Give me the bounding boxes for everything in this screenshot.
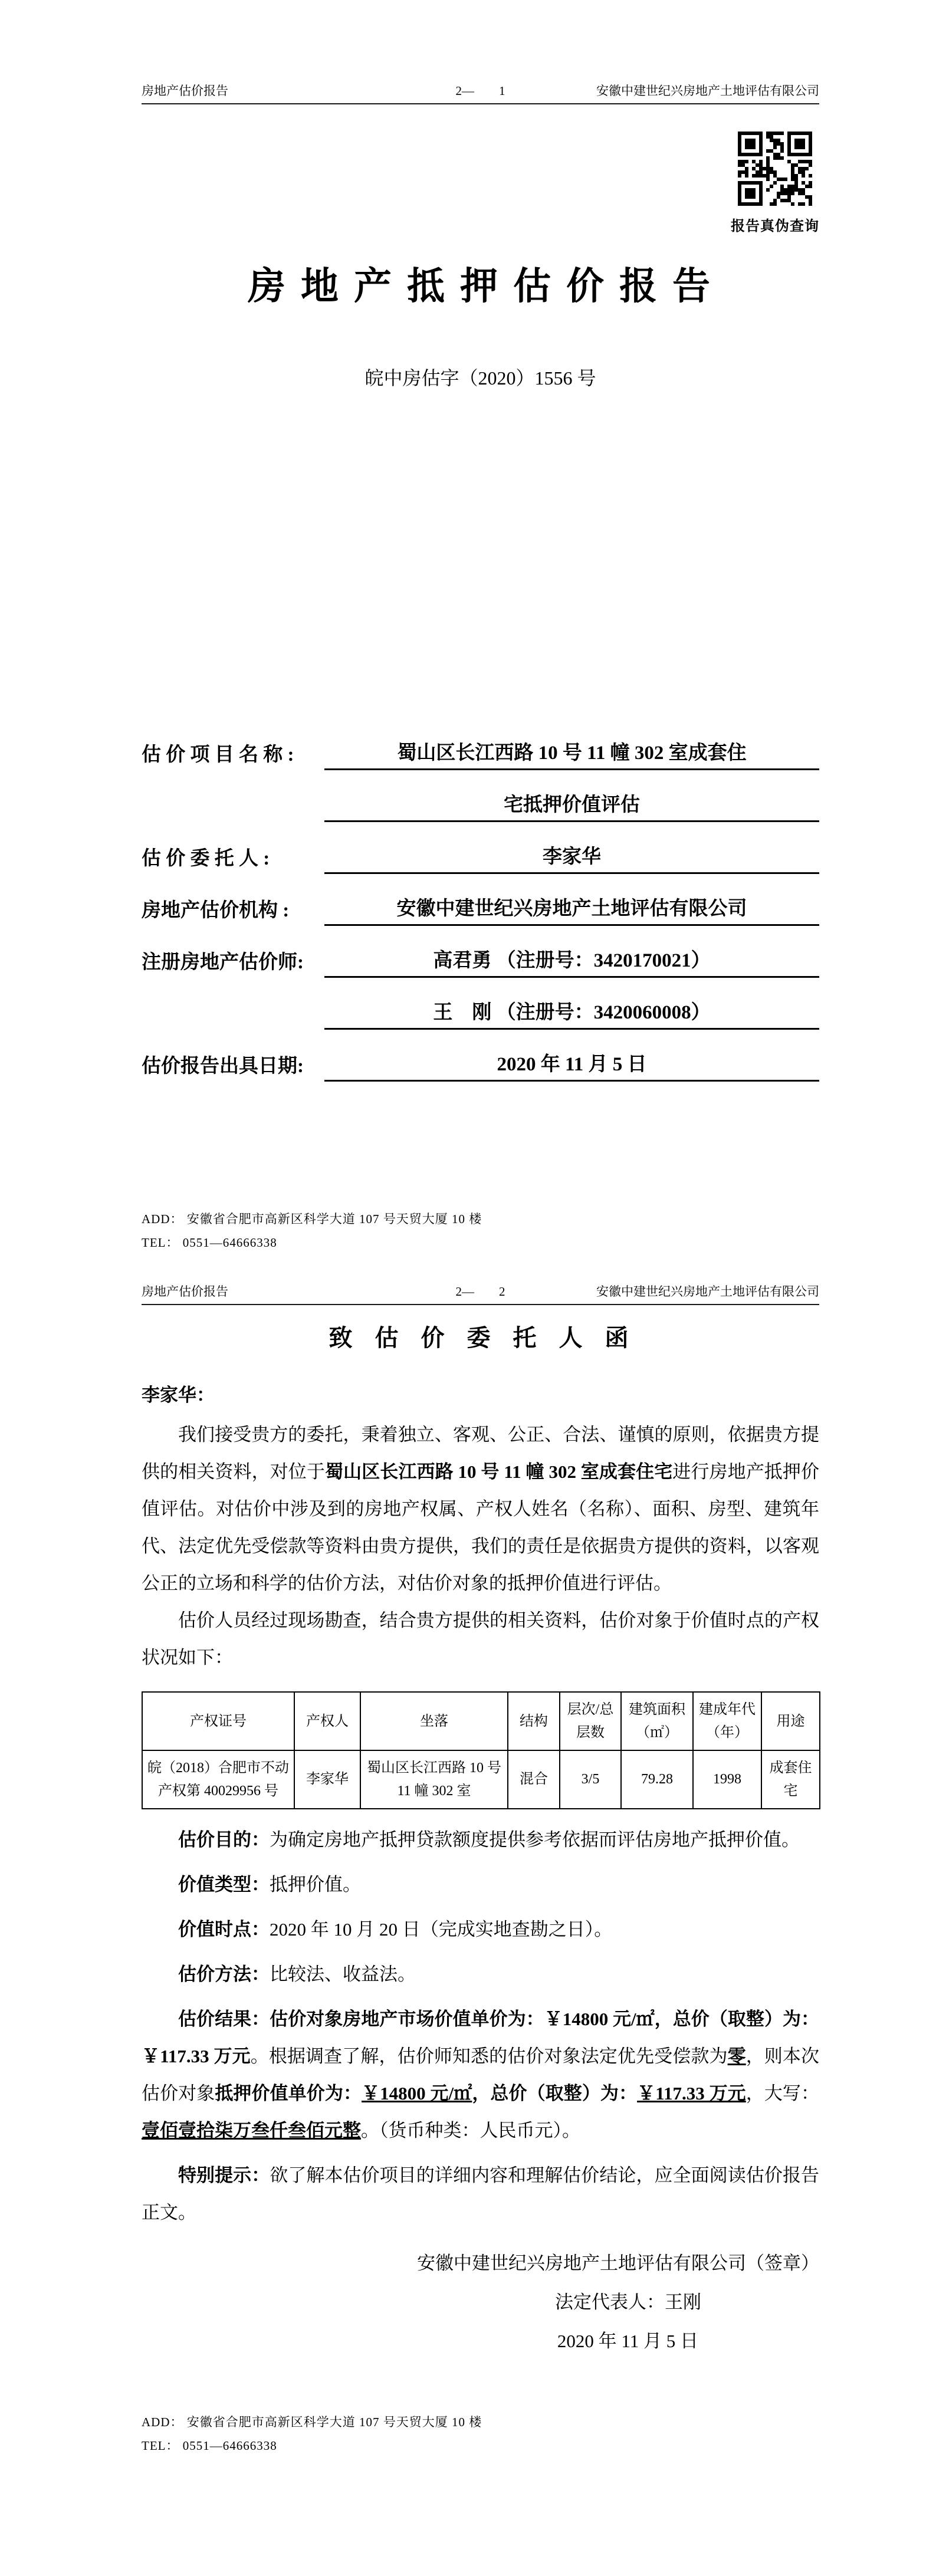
signature-date: 2020 年 11 月 5 日 bbox=[557, 2330, 698, 2351]
text-segment: 特别提示： bbox=[178, 2164, 270, 2186]
form-value-appraiser-2: 王 刚 （注册号：3420060008） bbox=[324, 997, 819, 1030]
property-rights-table bbox=[142, 1691, 820, 1809]
table-cell: 皖（2018）合肥市不动产权第 40029956 号 bbox=[142, 1750, 294, 1809]
form-row-appraiser-1 bbox=[142, 926, 819, 978]
form-value-project-line2: 宅抵押价值评估 bbox=[324, 789, 819, 822]
text-segment: 。（货币种类：人民币元）。 bbox=[361, 2120, 580, 2141]
special-note bbox=[142, 2157, 819, 2231]
table-header-cell: 产权人 bbox=[294, 1692, 360, 1750]
text-segment: ￥14800 元/㎡ bbox=[362, 2082, 472, 2104]
page-footer bbox=[142, 1208, 819, 1255]
form-row-project bbox=[142, 718, 819, 770]
table-cell: 混合 bbox=[508, 1750, 560, 1809]
text-segment: 进行房地产抵押价值评估。对估价中涉及到的房地产权属、产权人姓名（名称）、面积、房型、建筑年代、法定优先受偿款等资料由贵方提供，我们的责任是依据贵方提供的资料，以客观公正的立场和科学的估价方法，对估价对象的抵押价值进行评估。 bbox=[142, 1461, 819, 1594]
item-purpose-label: 估价目的： bbox=[178, 1829, 270, 1850]
form-row-appraiser-2 bbox=[142, 978, 819, 1030]
form-label-appraiser: 注册房地产估价师: bbox=[142, 952, 304, 974]
form-row-client bbox=[142, 822, 819, 874]
table-cell: 成套住宅 bbox=[761, 1750, 820, 1809]
text-segment: 。根据调查了解，估价师知悉的估价对象法定优先受偿款为 bbox=[250, 2045, 728, 2066]
form-row-project-cont bbox=[142, 770, 819, 822]
table-header-cell: 结构 bbox=[508, 1692, 560, 1750]
form-label-project: 估 价 项 目 名 称 : bbox=[142, 744, 294, 766]
qr-region bbox=[142, 128, 819, 235]
form-value-client: 李家华 bbox=[324, 841, 819, 874]
item-value-type-text: 抵押价值。 bbox=[270, 1874, 361, 1895]
footer-address: ADD： 安徽省合肥市高新区科学大道 107 号天贸大厦 10 楼 bbox=[142, 1212, 482, 1227]
appraisal-items bbox=[142, 1821, 819, 2231]
text-segment: ￥14800 元/㎡ bbox=[544, 2008, 655, 2029]
header-doc-type: 房地产估价报告 bbox=[142, 84, 228, 98]
item-value-type bbox=[142, 1866, 819, 1903]
item-value-date-label: 价值时点： bbox=[178, 1918, 270, 1940]
text-segment: ￥117.33 万元 bbox=[142, 2045, 251, 2066]
report-title: 房 地 产 抵 押 估 价 报 告 bbox=[248, 265, 713, 308]
form-value-agency: 安徽中建世纪兴房地产土地评估有限公司 bbox=[324, 893, 819, 926]
page-footer bbox=[142, 2411, 819, 2458]
salutation: 李家华： bbox=[142, 1385, 215, 1406]
item-value-type-label: 价值类型： bbox=[178, 1874, 270, 1895]
form-row-agency bbox=[142, 874, 819, 926]
table-cell: 李家华 bbox=[294, 1750, 360, 1809]
text-segment: 估价结果： bbox=[178, 2008, 270, 2029]
form-value-project-line1: 蜀山区长江西路 10 号 11 幢 302 室成套住 bbox=[324, 737, 819, 770]
item-method bbox=[142, 1956, 819, 1993]
table-header-cell: 建成年代（年） bbox=[693, 1692, 761, 1750]
table-header-cell: 产权证号 bbox=[142, 1692, 294, 1750]
item-purpose-text: 为确定房地产抵押贷款额度提供参考依据而评估房地产抵押价值。 bbox=[270, 1829, 800, 1850]
table-cell: 3/5 bbox=[560, 1750, 621, 1809]
text-segment: 抵押价值单价为： bbox=[215, 2082, 362, 2104]
form-row-date bbox=[142, 1030, 819, 1082]
qr-block bbox=[731, 128, 819, 235]
footer-tel: TEL： 0551—64666338 bbox=[142, 1236, 277, 1250]
text-segment: 估价对象房地产市场价值单价为： bbox=[270, 2008, 544, 2029]
item-method-text: 比较法、收益法。 bbox=[270, 1963, 416, 1984]
table-cell: 1998 bbox=[693, 1750, 761, 1809]
result-paragraph bbox=[142, 2000, 819, 2149]
page-2 bbox=[0, 1268, 936, 2576]
table-cell: 蜀山区长江西路 10 号 11 幢 302 室 bbox=[360, 1750, 508, 1809]
table-row bbox=[142, 1750, 820, 1809]
footer-address: ADD： 安徽省合肥市高新区科学大道 107 号天贸大厦 10 楼 bbox=[142, 2415, 482, 2430]
header-company-name: 安徽中建世纪兴房地产土地评估有限公司 bbox=[596, 84, 819, 98]
form-label-date: 估价报告出具日期: bbox=[142, 1056, 304, 1077]
text-segment: 壹佰壹拾柒万叁仟叁佰元整 bbox=[142, 2120, 361, 2141]
item-value-date-text: 2020 年 10 月 20 日（完成实地查勘之日）。 bbox=[270, 1918, 613, 1940]
item-value-date bbox=[142, 1911, 819, 1948]
text-segment: 欲了解本估价项目的详细内容和理解估价结论，应全面阅读估价报告正文。 bbox=[142, 2164, 819, 2223]
header-page-number: 2— 1 bbox=[455, 84, 505, 98]
intro-paragraph bbox=[142, 1416, 819, 1602]
cover-form bbox=[142, 718, 819, 1082]
footer-tel: TEL： 0551—64666338 bbox=[142, 2439, 277, 2453]
page-1 bbox=[0, 0, 936, 1268]
form-value-appraiser-1: 高君勇 （注册号：3420170021） bbox=[324, 945, 819, 978]
text-segment: ，大写： bbox=[745, 2082, 820, 2104]
table-header-cell: 用途 bbox=[761, 1692, 820, 1750]
form-label-spacer bbox=[142, 819, 324, 822]
signature-block bbox=[142, 2244, 819, 2361]
text-segment: ，总价（取整）为： bbox=[472, 2082, 638, 2104]
page-header bbox=[142, 1283, 819, 1305]
text-segment: ￥117.33 万元 bbox=[637, 2082, 746, 2104]
form-label-spacer bbox=[142, 1026, 324, 1030]
header-doc-type: 房地产估价报告 bbox=[142, 1284, 228, 1299]
table-cell: 79.28 bbox=[621, 1750, 693, 1809]
table-header-cell: 层次/总层数 bbox=[560, 1692, 621, 1750]
doc-number: 皖中房估字（2020）1556 号 bbox=[364, 367, 596, 389]
form-value-date: 2020 年 11 月 5 日 bbox=[324, 1049, 819, 1082]
header-company-name: 安徽中建世纪兴房地产土地评估有限公司 bbox=[596, 1284, 819, 1299]
text-segment: 蜀山区长江西路 10 号 11 幢 302 室成套住宅 bbox=[325, 1461, 673, 1483]
text-segment: ，总价（取整）为： bbox=[654, 2008, 820, 2029]
letter-title: 致 估 价 委 托 人 函 bbox=[329, 1325, 632, 1352]
qr-caption: 报告真伪查询 bbox=[731, 219, 819, 235]
signature-legal-rep: 法定代表人：王刚 bbox=[555, 2291, 701, 2312]
text-segment: 我们接受贵方的委托，秉着独立、客观、公正、合法、谨慎的原则，依据贵方提供的相关资料，对位于 bbox=[142, 1424, 819, 1483]
signature-company: 安徽中建世纪兴房地产土地评估有限公司（签章） bbox=[417, 2252, 819, 2273]
qr-code-icon bbox=[734, 128, 816, 209]
text-segment: ，则本次估价对象 bbox=[142, 2045, 820, 2104]
table-header-cell: 坐落 bbox=[360, 1692, 508, 1750]
item-method-label: 估价方法： bbox=[178, 1963, 270, 1984]
text-segment: 零 bbox=[727, 2045, 746, 2066]
item-purpose bbox=[142, 1821, 819, 1858]
form-label-agency: 房地产估价机构 : bbox=[142, 900, 290, 922]
survey-paragraph: 估价人员经过现场勘查，结合贵方提供的相关资料，估价对象于价值时点的产权状况如下： bbox=[142, 1610, 819, 1668]
header-page-number: 2— 2 bbox=[455, 1284, 505, 1299]
table-header-cell: 建筑面积（㎡） bbox=[621, 1692, 693, 1750]
page-header bbox=[142, 83, 819, 104]
table-header-row bbox=[142, 1692, 820, 1750]
form-label-client: 估 价 委 托 人 : bbox=[142, 848, 270, 870]
